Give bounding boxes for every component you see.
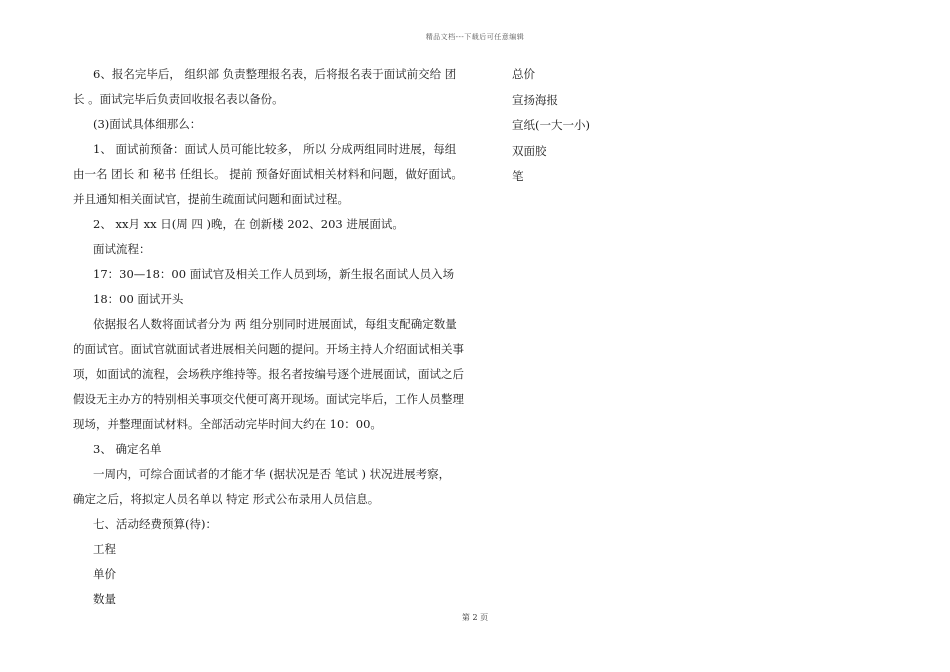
side-line: 宣纸(一大一小) (512, 118, 590, 132)
paragraph-line: 2、 xx月 xx 日(周 四 )晚，在 创新楼 202、203 进展面试。 (93, 217, 404, 231)
paragraph-line: 工程 (93, 542, 116, 556)
paragraph-line: 现场，并整理面试材料。全部活动完毕时间大约在 10：00。 (73, 417, 382, 431)
paragraph-line: 18：00 面试开头 (93, 292, 184, 306)
paragraph-line: 17：30—18：00 面试官及相关工作人员到场，新生报名面试人员入场 (93, 267, 455, 281)
paragraph-line: 项，如面试的流程，会场秩序维持等。报名者按编号逐个进展面试，面试之后 (73, 367, 464, 381)
side-line: 总价 (512, 67, 535, 81)
paragraph-line: 数量 (93, 592, 116, 606)
side-line: 宣扬海报 (512, 92, 558, 107)
side-line: 笔 (512, 169, 524, 183)
paragraph-line: 的面试官。面试官就面试者进展相关问题的提问。开场主持人介绍面试相关事 (73, 342, 464, 356)
page-number: 第 2 页 (461, 613, 489, 622)
page-header: 精品文档---下载后可任意编辑 (425, 33, 525, 41)
paragraph-line: 长 。面试完毕后负责回收报名表以备份。 (73, 92, 284, 106)
paragraph-line: 单价 (93, 567, 116, 581)
paragraph-line: 一周内，可综合面试者的才能才华 (据状况是否 笔试 ) 状况进展考察， (93, 467, 451, 481)
paragraph-line: 6、报名完毕后， 组织部 负责整理报名表，后将报名表于面试前交给 团 (93, 67, 457, 81)
main-column (73, 66, 465, 616)
side-column (512, 66, 590, 194)
paragraph-line: 七、活动经费预算(待)： (93, 517, 217, 531)
paragraph-line: (3)面试具体细那么： (93, 117, 202, 131)
side-line: 双面胶 (512, 143, 547, 158)
paragraph-line: 面试流程： (93, 242, 151, 256)
paragraph-line: 1、 面试前预备：面试人员可能比较多， 所以 分成两组同时进展，每组 (93, 142, 457, 156)
paragraph-line: 由一名 团长 和 秘书 任组长。 提前 预备好面试相关材料和问题，做好面试。 (73, 167, 463, 181)
paragraph-line: 并且通知相关面试官，提前生疏面试问题和面试过程。 (73, 192, 349, 206)
paragraph-line: 3、 确定名单 (93, 442, 162, 456)
paragraph-line: 依据报名人数将面试者分为 两 组分别同时进展面试，每组支配确定数量 (93, 317, 457, 331)
paragraph-line: 确定之后，将拟定人员名单以 特定 形式公布录用人员信息。 (73, 492, 380, 506)
paragraph-line: 假设无主办方的特别相关事项交代便可离开现场。面试完毕后，工作人员整理 (73, 392, 464, 406)
